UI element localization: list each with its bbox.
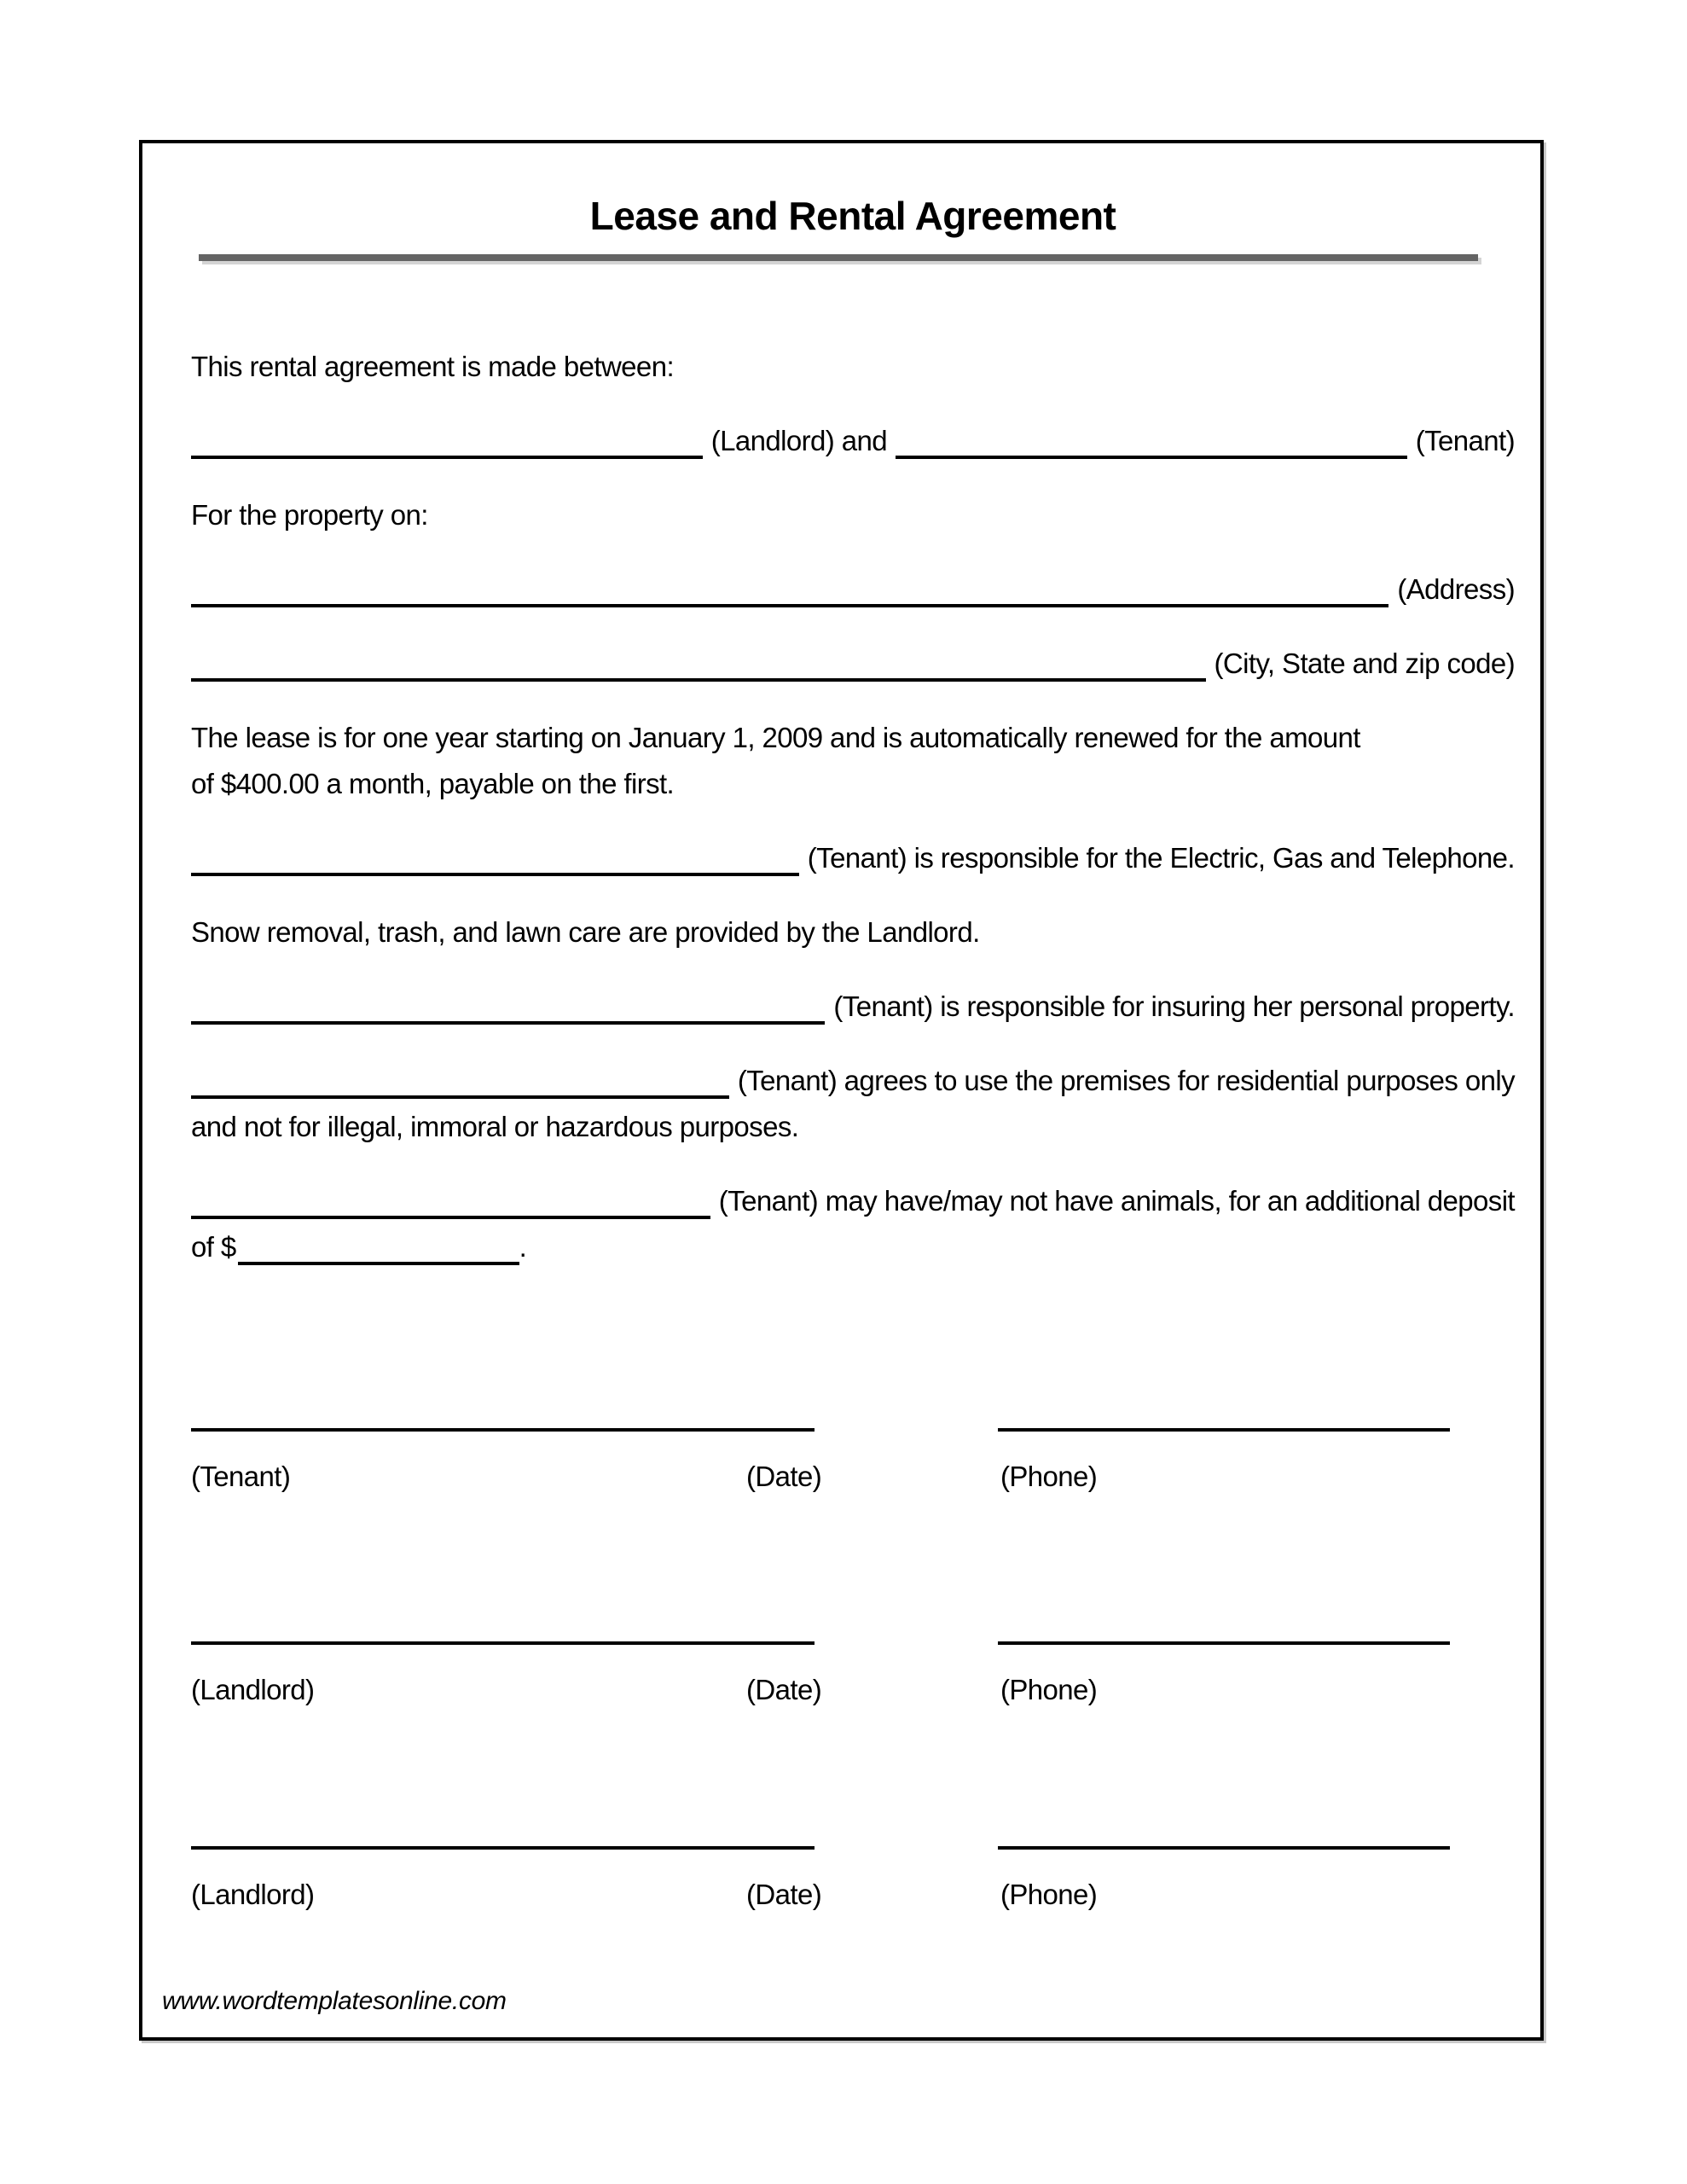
- use-clause-line1: (Tenant) agrees to use the premises for residential purposes only: [737, 1065, 1515, 1096]
- document-title: Lease and Rental Agreement: [589, 194, 1116, 238]
- deposit-line: [191, 1224, 1515, 1270]
- landlord-name-blank: [191, 418, 703, 459]
- date-label: (Date): [746, 1879, 822, 1910]
- utilities-tenant-blank: [191, 835, 799, 876]
- landlord-signature-line: [191, 1641, 815, 1645]
- animals-line1: [191, 1178, 1515, 1224]
- intro-paragraph: This rental agreement is made between:: [191, 351, 675, 382]
- use-clause-line2: and not for illegal, immoral or hazardous purposes.: [191, 1111, 799, 1142]
- tenant-phone-line: [998, 1428, 1450, 1432]
- deposit-prefix: of $: [191, 1231, 236, 1263]
- insurance-line: [191, 984, 1515, 1030]
- address-label: (Address): [1397, 573, 1515, 605]
- phone-label: (Phone): [1000, 1879, 1098, 1910]
- city-state-zip-label: (City, State and zip code): [1214, 648, 1515, 679]
- landlord-phone-line: [998, 1846, 1450, 1850]
- city-state-zip-blank: [191, 641, 1206, 682]
- document-body: [142, 192, 1540, 2059]
- city-state-zip-line: [191, 641, 1515, 687]
- landlord-signature-line: [191, 1846, 815, 1850]
- title-rule: [199, 254, 1478, 261]
- lease-term-line2: of $400.00 a month, payable on the first.: [191, 768, 675, 799]
- date-label: (Date): [746, 1674, 822, 1705]
- animals-paragraph: [191, 1178, 1515, 1270]
- use-paragraph: [191, 1058, 1515, 1150]
- landlord-phone-line: [998, 1641, 1450, 1645]
- party-label: (Tenant): [191, 1461, 291, 1492]
- party-label: (Landlord): [191, 1674, 315, 1705]
- signature-row-landlord-2: [191, 1846, 1515, 2059]
- property-heading: For the property on:: [191, 499, 428, 531]
- landlord-services-paragraph: Snow removal, trash, and lawn care are provided by the Landlord.: [191, 916, 980, 948]
- use-tenant-blank: [191, 1058, 729, 1099]
- insurance-clause: (Tenant) is responsible for insuring her personal property.: [833, 990, 1515, 1022]
- deposit-suffix: .: [519, 1231, 527, 1263]
- date-label: (Date): [746, 1461, 822, 1492]
- utilities-clause: (Tenant) is responsible for the Electric, Gas and Telephone.: [807, 842, 1515, 874]
- insurance-tenant-blank: [191, 984, 825, 1025]
- lease-term-paragraph: [191, 715, 1515, 807]
- footer-url: www.wordtemplatesonline.com: [162, 1987, 507, 2015]
- landlord-label: (Landlord) and: [710, 425, 887, 456]
- phone-label: (Phone): [1000, 1461, 1098, 1492]
- signature-row-tenant: [191, 1428, 1515, 1641]
- address-line: [191, 566, 1515, 613]
- document-frame: [139, 140, 1544, 2041]
- animals-clause-line1: (Tenant) may have/may not have animals, for an additional deposit: [718, 1185, 1515, 1217]
- phone-label: (Phone): [1000, 1674, 1098, 1705]
- tenant-signature-line: [191, 1428, 815, 1432]
- parties-line: [191, 418, 1515, 464]
- tenant-name-blank: [896, 418, 1407, 459]
- lease-term-line1: The lease is for one year starting on January 1, 2009 and is automatically renewed for the amount: [191, 722, 1360, 753]
- animals-tenant-blank: [191, 1178, 710, 1219]
- signature-row-landlord-1: [191, 1641, 1515, 1846]
- address-blank: [191, 566, 1388, 607]
- tenant-label: (Tenant): [1415, 425, 1516, 456]
- use-line1: [191, 1058, 1515, 1104]
- utilities-line: [191, 835, 1515, 881]
- signature-block: [191, 1428, 1515, 2059]
- party-label: (Landlord): [191, 1879, 315, 1910]
- deposit-amount-blank: [238, 1224, 519, 1265]
